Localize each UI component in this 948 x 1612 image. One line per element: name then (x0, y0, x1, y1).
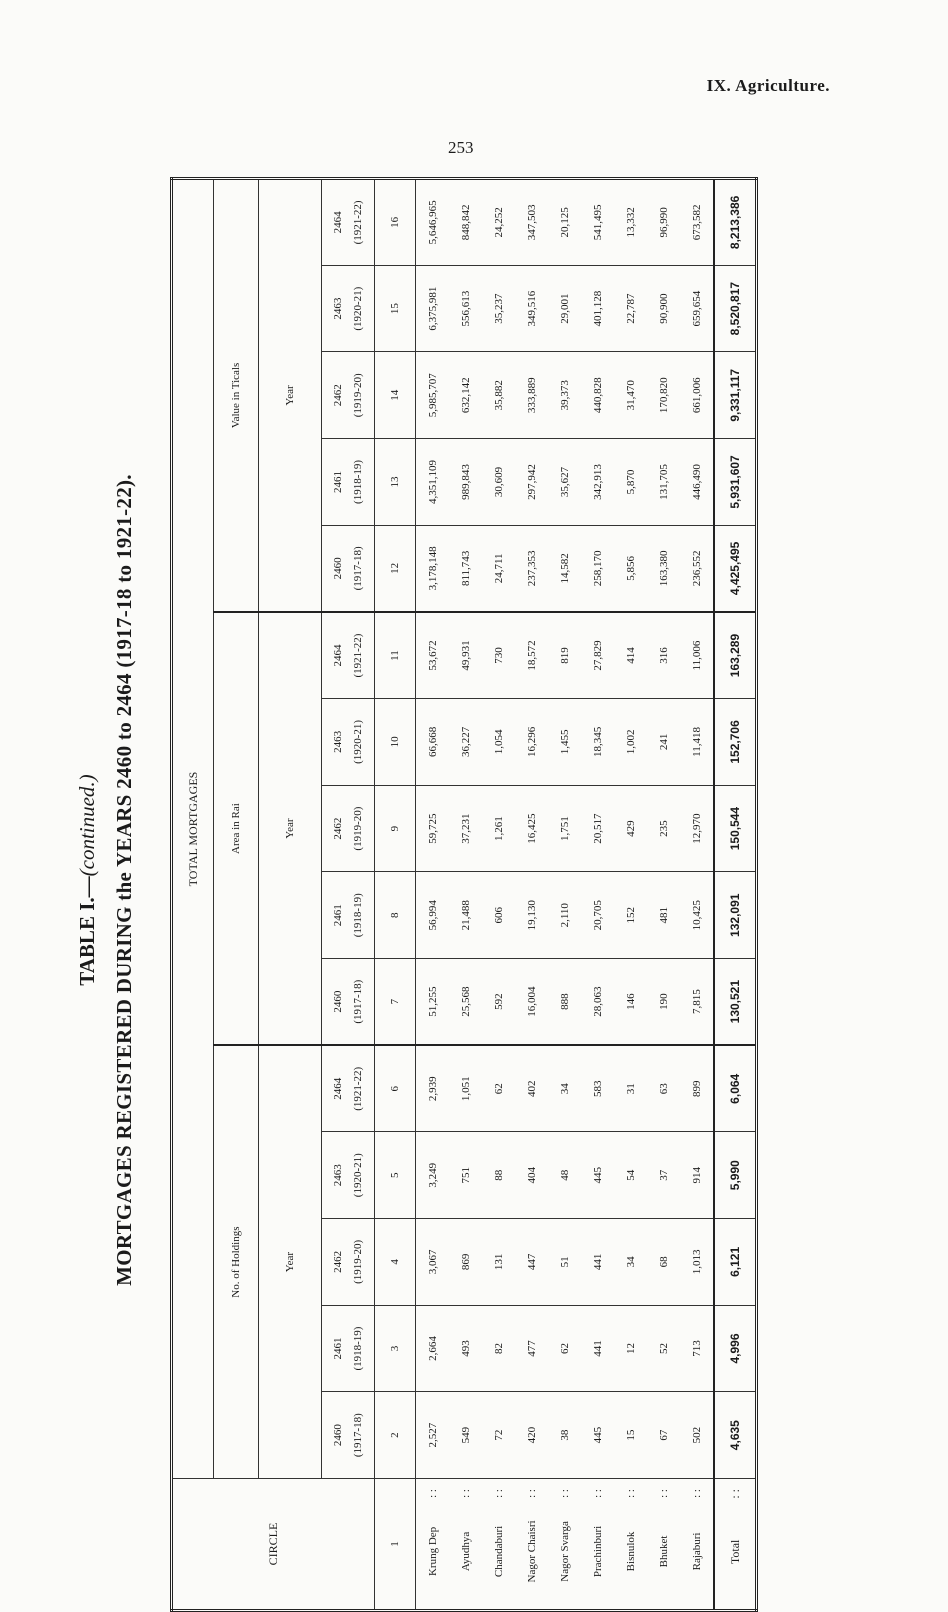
circle-cell (548, 1479, 581, 1611)
circle-header: CIRCLE (172, 1479, 375, 1611)
mortgage-table (170, 177, 758, 1612)
holdings-group-header: No. of Holdings (214, 1045, 259, 1478)
holdings-cell: 88 (482, 1132, 515, 1219)
column-number: 7 (375, 959, 416, 1046)
table-row (482, 178, 515, 1610)
table-row (449, 178, 482, 1610)
year-header: 2461 (1918-19) (322, 439, 375, 526)
area-group-header: Area in Rai (214, 612, 259, 1045)
leader-dots: : : (525, 1489, 538, 1498)
year-header: 2460 (1917-18) (322, 1392, 375, 1479)
year-header: 2461 (1918-19) (322, 1305, 375, 1392)
area-cell: 11,006 (680, 612, 714, 699)
column-number: 10 (375, 699, 416, 786)
holdings-cell: 2,939 (416, 1045, 450, 1132)
holdings-cell: 404 (515, 1132, 548, 1219)
value-cell: 22,787 (614, 265, 647, 352)
circle-name: Total (727, 1539, 742, 1565)
holdings-cell: 67 (647, 1392, 680, 1479)
column-number: 2 (375, 1392, 416, 1479)
area-cell: 36,227 (449, 699, 482, 786)
leader-dots: : : (426, 1489, 439, 1498)
value-cell: 4,351,109 (416, 439, 450, 526)
holdings-cell: 12 (614, 1305, 647, 1392)
circle-cell (449, 1479, 482, 1611)
holdings-cell: 68 (647, 1219, 680, 1306)
holdings-cell: 914 (680, 1132, 714, 1219)
area-cell: 414 (614, 612, 647, 699)
value-cell: 541,495 (581, 178, 614, 265)
value-cell: 163,380 (647, 525, 680, 612)
value-cell: 446,490 (680, 439, 714, 526)
value-cell: 440,828 (581, 352, 614, 439)
circle-cell (614, 1479, 647, 1611)
area-cell: 888 (548, 959, 581, 1046)
year-header: 2464 (1921-22) (322, 1045, 375, 1132)
value-cell: 347,503 (515, 178, 548, 265)
column-number: 15 (375, 265, 416, 352)
holdings-cell: 2,527 (416, 1392, 450, 1479)
circle-cell (482, 1479, 515, 1611)
value-cell: 333,889 (515, 352, 548, 439)
value-cell: 31,470 (614, 352, 647, 439)
table-row (416, 178, 450, 1610)
holdings-cell: 4,635 (714, 1392, 757, 1479)
area-cell: 429 (614, 785, 647, 872)
value-cell: 8,213,386 (714, 178, 757, 265)
total-row (714, 178, 757, 1610)
holdings-cell: 131 (482, 1219, 515, 1306)
area-cell: 20,517 (581, 785, 614, 872)
total-mortgages-header: TOTAL MORTGAGES (172, 178, 214, 1478)
circle-name: Krung Dep (426, 1526, 439, 1577)
value-cell: 4,425,495 (714, 525, 757, 612)
area-cell: 1,751 (548, 785, 581, 872)
value-cell: 24,711 (482, 525, 515, 612)
value-cell: 659,654 (680, 265, 714, 352)
leader-dots: : : (624, 1489, 637, 1498)
area-cell: 53,672 (416, 612, 450, 699)
holdings-cell: 48 (548, 1132, 581, 1219)
continued-label: (continued.) (75, 774, 99, 877)
year-header: 2463 (1920-21) (322, 265, 375, 352)
year-header: 2462 (1919-20) (322, 352, 375, 439)
column-number: 16 (375, 178, 416, 265)
value-cell: 39,373 (548, 352, 581, 439)
value-cell: 35,627 (548, 439, 581, 526)
circle-cell (581, 1479, 614, 1611)
area-year-label: Year (259, 612, 322, 1045)
area-cell: 37,231 (449, 785, 482, 872)
table-title-line1: TABLE I.—(continued.) (75, 774, 99, 986)
area-cell: 592 (482, 959, 515, 1046)
area-cell: 10,425 (680, 872, 714, 959)
value-cell: 3,178,148 (416, 525, 450, 612)
value-cell: 30,609 (482, 439, 515, 526)
holdings-cell: 34 (548, 1045, 581, 1132)
area-cell: 59,725 (416, 785, 450, 872)
holdings-cell: 493 (449, 1305, 482, 1392)
holdings-cell: 899 (680, 1045, 714, 1132)
area-cell: 481 (647, 872, 680, 959)
circle-name: Prachinburi (591, 1525, 604, 1578)
value-cell: 401,128 (581, 265, 614, 352)
area-cell: 49,931 (449, 612, 482, 699)
year-header: 2463 (1920-21) (322, 699, 375, 786)
holdings-cell: 72 (482, 1392, 515, 1479)
area-cell: 11,418 (680, 699, 714, 786)
value-cell: 90,900 (647, 265, 680, 352)
value-cell: 9,331,117 (714, 352, 757, 439)
value-cell: 24,252 (482, 178, 515, 265)
leader-dots: : : (690, 1489, 703, 1498)
value-cell: 258,170 (581, 525, 614, 612)
area-cell: 152 (614, 872, 647, 959)
value-cell: 5,856 (614, 525, 647, 612)
year-header: 2464 (1921-22) (322, 178, 375, 265)
holdings-cell: 441 (581, 1305, 614, 1392)
table-row (515, 178, 548, 1610)
column-number: 1 (375, 1479, 416, 1611)
circle-cell (714, 1479, 757, 1611)
value-group-header: Value in Ticals (214, 178, 259, 611)
area-cell: 241 (647, 699, 680, 786)
year-header: 2462 (1919-20) (322, 785, 375, 872)
value-cell: 848,842 (449, 178, 482, 265)
value-cell: 8,520,817 (714, 265, 757, 352)
table-row (680, 178, 714, 1610)
circle-name: Ayudhya (459, 1531, 472, 1572)
column-number: 8 (375, 872, 416, 959)
circle-name: Nagor Svarga (558, 1521, 571, 1582)
holdings-cell: 38 (548, 1392, 581, 1479)
area-cell: 190 (647, 959, 680, 1046)
table-title-line2: MORTGAGES REGISTERED DURING the YEARS 2460 to 2464 (1917-18 to 1921-22). (112, 474, 136, 1286)
circle-name: Rajaburi (690, 1532, 703, 1571)
value-cell: 29,001 (548, 265, 581, 352)
holdings-cell: 31 (614, 1045, 647, 1132)
area-cell: 152,706 (714, 699, 757, 786)
year-header: 2460 (1917-18) (322, 525, 375, 612)
value-cell: 236,552 (680, 525, 714, 612)
table-row (647, 178, 680, 1610)
column-number: 14 (375, 352, 416, 439)
circle-name: Bisnulok (624, 1531, 637, 1572)
holdings-cell: 2,664 (416, 1305, 450, 1392)
circle-name: Chandaburi (492, 1525, 505, 1578)
holdings-cell: 447 (515, 1219, 548, 1306)
holdings-cell: 445 (581, 1392, 614, 1479)
holdings-cell: 869 (449, 1219, 482, 1306)
holdings-cell: 37 (647, 1132, 680, 1219)
value-year-label: Year (259, 178, 322, 611)
area-cell: 18,345 (581, 699, 614, 786)
table-row (614, 178, 647, 1610)
holdings-cell: 82 (482, 1305, 515, 1392)
area-cell: 16,004 (515, 959, 548, 1046)
holdings-cell: 34 (614, 1219, 647, 1306)
column-number: 3 (375, 1305, 416, 1392)
column-number: 13 (375, 439, 416, 526)
holdings-cell: 3,067 (416, 1219, 450, 1306)
area-cell: 18,572 (515, 612, 548, 699)
value-cell: 632,142 (449, 352, 482, 439)
holdings-cell: 62 (548, 1305, 581, 1392)
year-header: 2461 (1918-19) (322, 872, 375, 959)
leader-dots: : : (459, 1489, 472, 1498)
area-cell: 132,091 (714, 872, 757, 959)
circle-cell (647, 1479, 680, 1611)
holdings-cell: 54 (614, 1132, 647, 1219)
area-cell: 12,970 (680, 785, 714, 872)
holdings-cell: 62 (482, 1045, 515, 1132)
leader-dots: : : (657, 1489, 670, 1498)
holdings-cell: 5,990 (714, 1132, 757, 1219)
holdings-cell: 6,064 (714, 1045, 757, 1132)
value-cell: 131,705 (647, 439, 680, 526)
value-cell: 170,820 (647, 352, 680, 439)
holdings-cell: 52 (647, 1305, 680, 1392)
value-cell: 297,942 (515, 439, 548, 526)
value-cell: 5,931,607 (714, 439, 757, 526)
area-cell: 27,829 (581, 612, 614, 699)
page-number: 253 (448, 138, 474, 157)
value-cell: 237,353 (515, 525, 548, 612)
area-cell: 606 (482, 872, 515, 959)
value-cell: 342,913 (581, 439, 614, 526)
circle-cell (680, 1479, 714, 1611)
area-cell: 20,705 (581, 872, 614, 959)
year-header: 2460 (1917-18) (322, 959, 375, 1046)
holdings-cell: 445 (581, 1132, 614, 1219)
column-number-row (375, 178, 416, 1610)
area-cell: 2,110 (548, 872, 581, 959)
column-number: 11 (375, 612, 416, 699)
area-cell: 21,488 (449, 872, 482, 959)
value-cell: 673,582 (680, 178, 714, 265)
area-cell: 56,994 (416, 872, 450, 959)
value-cell: 20,125 (548, 178, 581, 265)
leader-dots: : : (492, 1489, 505, 1498)
area-cell: 1,455 (548, 699, 581, 786)
column-number: 9 (375, 785, 416, 872)
circle-cell (416, 1479, 450, 1611)
value-cell: 5,646,965 (416, 178, 450, 265)
area-cell: 7,815 (680, 959, 714, 1046)
leader-dots: : : (727, 1489, 742, 1499)
holdings-cell: 502 (680, 1392, 714, 1479)
value-cell: 811,743 (449, 525, 482, 612)
holdings-cell: 583 (581, 1045, 614, 1132)
value-cell: 349,516 (515, 265, 548, 352)
holdings-cell: 63 (647, 1045, 680, 1132)
column-number: 5 (375, 1132, 416, 1219)
holdings-cell: 751 (449, 1132, 482, 1219)
holdings-cell: 549 (449, 1392, 482, 1479)
holdings-cell: 1,051 (449, 1045, 482, 1132)
circle-cell (515, 1479, 548, 1611)
table-row (581, 178, 614, 1610)
area-cell: 150,544 (714, 785, 757, 872)
area-cell: 19,130 (515, 872, 548, 959)
column-number: 4 (375, 1219, 416, 1306)
holdings-cell: 1,013 (680, 1219, 714, 1306)
value-cell: 96,990 (647, 178, 680, 265)
holdings-cell: 713 (680, 1305, 714, 1392)
value-cell: 556,613 (449, 265, 482, 352)
holdings-cell: 477 (515, 1305, 548, 1392)
area-cell: 51,255 (416, 959, 450, 1046)
area-cell: 25,568 (449, 959, 482, 1046)
area-cell: 66,668 (416, 699, 450, 786)
value-cell: 13,332 (614, 178, 647, 265)
circle-name: Bhuket (657, 1535, 670, 1568)
column-number: 12 (375, 525, 416, 612)
value-cell: 35,882 (482, 352, 515, 439)
area-cell: 146 (614, 959, 647, 1046)
circle-name: Nagor Chaisri (525, 1520, 538, 1583)
value-cell: 6,375,981 (416, 265, 450, 352)
area-cell: 163,289 (714, 612, 757, 699)
holdings-cell: 4,996 (714, 1305, 757, 1392)
area-cell: 1,002 (614, 699, 647, 786)
value-cell: 14,582 (548, 525, 581, 612)
table-body (416, 178, 757, 1610)
area-cell: 16,425 (515, 785, 548, 872)
area-cell: 16,296 (515, 699, 548, 786)
value-cell: 5,870 (614, 439, 647, 526)
holdings-cell: 6,121 (714, 1219, 757, 1306)
leader-dots: : : (591, 1489, 604, 1498)
year-header: 2463 (1920-21) (322, 1132, 375, 1219)
year-header: 2464 (1921-22) (322, 612, 375, 699)
holdings-cell: 441 (581, 1219, 614, 1306)
value-cell: 35,237 (482, 265, 515, 352)
year-header: 2462 (1919-20) (322, 1219, 375, 1306)
area-cell: 1,054 (482, 699, 515, 786)
area-cell: 28,063 (581, 959, 614, 1046)
table-row (548, 178, 581, 1610)
holdings-cell: 402 (515, 1045, 548, 1132)
area-cell: 819 (548, 612, 581, 699)
holdings-cell: 15 (614, 1392, 647, 1479)
holdings-cell: 3,249 (416, 1132, 450, 1219)
column-number: 6 (375, 1045, 416, 1132)
area-cell: 1,261 (482, 785, 515, 872)
table-title (70, 380, 166, 1380)
section-header: IX. Agriculture. (706, 76, 830, 95)
leader-dots: : : (558, 1489, 571, 1498)
holdings-cell: 51 (548, 1219, 581, 1306)
value-cell: 661,006 (680, 352, 714, 439)
area-cell: 730 (482, 612, 515, 699)
area-cell: 235 (647, 785, 680, 872)
area-cell: 316 (647, 612, 680, 699)
area-cell: 130,521 (714, 959, 757, 1046)
value-cell: 989,843 (449, 439, 482, 526)
table-wrapper (170, 180, 750, 1612)
holdings-cell: 420 (515, 1392, 548, 1479)
holdings-year-label: Year (259, 1045, 322, 1478)
value-cell: 5,985,707 (416, 352, 450, 439)
